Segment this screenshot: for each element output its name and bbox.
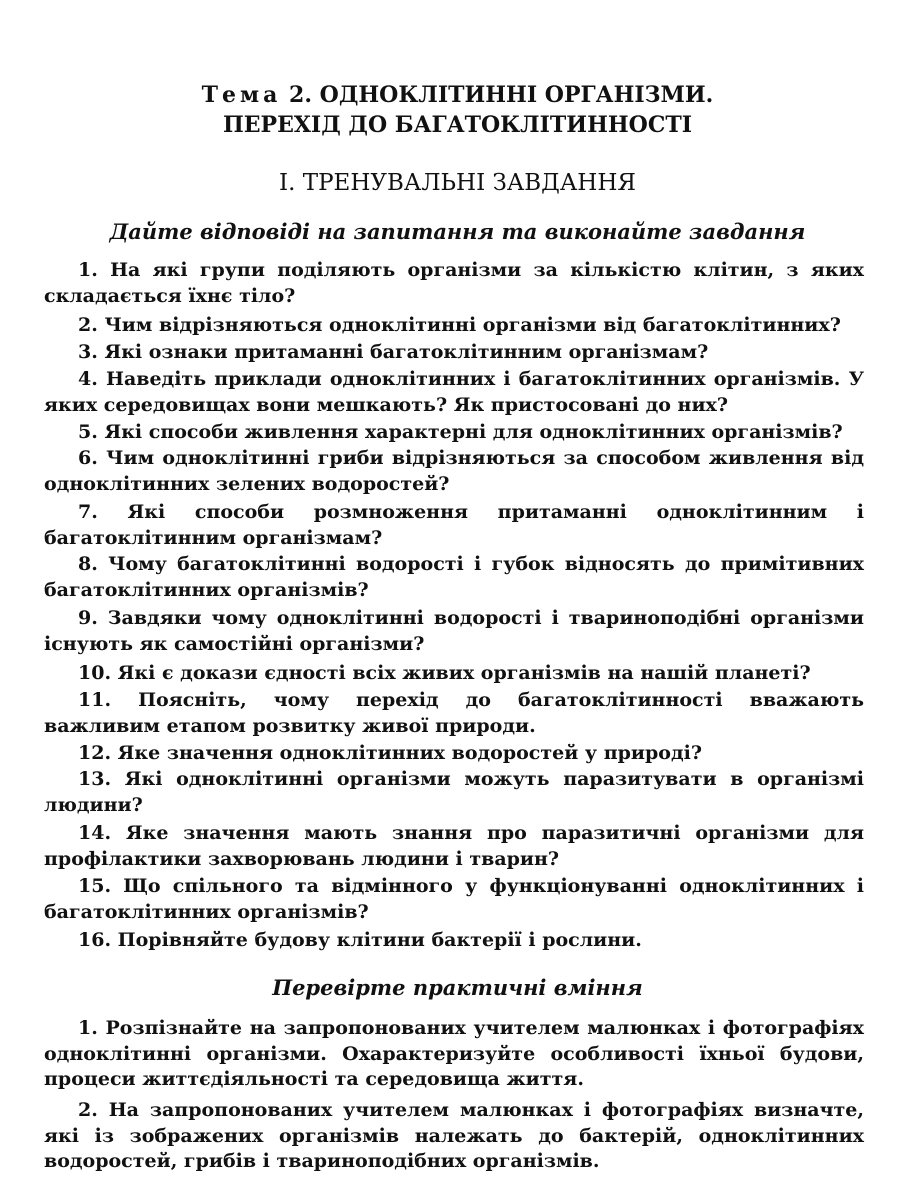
section-title: І. ТРЕНУВАЛЬНІ ЗАВДАННЯ (279, 170, 636, 196)
practical-subheading: Перевірте практичні вміння (272, 975, 643, 1000)
question-item: 12. Яке значення одноклітинних водоростей у природі? (78, 742, 702, 764)
question-item: 9. Завдяки чому одноклітинні водорості і твариноподібні організми існують як самостійні організми? (44, 607, 864, 655)
question-item: 2. Чим відрізняються одноклітинні організми від багатоклітинних? (78, 314, 841, 336)
question-item: 8. Чому багатоклітинні водорості і губок відносять до примітивних багатоклітинних організмів? (44, 553, 864, 601)
question-item: 5. Які способи живлення характерні для одноклітинних організмів? (78, 421, 843, 443)
question-item: 7. Які способи розмноження притаманні одноклітинним і багатоклітинним організмам? (44, 501, 864, 549)
question-item: 14. Яке значення мають знання про паразитичні організми для профілактики захворювань людини і тварин? (44, 822, 864, 870)
topic-title-line1 (0, 80, 915, 110)
question-item: 3. Які ознаки притаманні багатоклітинним організмам? (78, 341, 709, 363)
question-item: 13. Які одноклітинні організми можуть паразитувати в організмі людини? (44, 768, 864, 816)
question-item: 1. На які групи поділяють організми за кількістю клітин, з яких складається їхнє тіло? (44, 259, 864, 307)
questions-subheading: Дайте відповіді на запитання та виконайте завдання (109, 219, 806, 244)
task-item: 1. Розпізнайте на запропонованих учителем малюнках і фотографіях одноклітинні організми. Охарактеризуйте особливості їхньої будови, процеси життєдіяльності та середовища життя. (44, 1017, 864, 1090)
task-item: 2. На запропонованих учителем малюнках і фотографіях визначте, які із зображених організмів належать до бактерій, одноклітинних водоростей, грибів і твариноподібних організмів. (44, 1099, 864, 1172)
question-item: 16. Порівняйте будову клітини бактерії і рослини. (78, 929, 642, 951)
question-item: 15. Що спільного та відмінного у функціонуванні одноклітинних і багатоклітинних організмів? (44, 875, 864, 923)
question-item: 6. Чим одноклітинні гриби відрізняються за способом живлення від одноклітинних зелених водоростей? (44, 447, 864, 495)
topic-label: Тема (201, 82, 282, 108)
question-item: 11. Поясніть, чому перехід до багатоклітинності вважають важливим етапом розвитку живої природи. (44, 689, 864, 737)
topic-title-line2: ПЕРЕХІД ДО БАГАТОКЛІТИННОСТІ (222, 112, 692, 138)
topic-title-text: 2. ОДНОКЛІТИННІ ОРГАНІЗМИ. (289, 82, 714, 108)
question-item: 4. Наведіть приклади одноклітинних і багатоклітинних організмів. У яких середовищах вони мешкають? Як пристосовані до них? (44, 368, 864, 416)
question-item: 10. Які є докази єдності всіх живих організмів на нашій планеті? (78, 662, 811, 684)
